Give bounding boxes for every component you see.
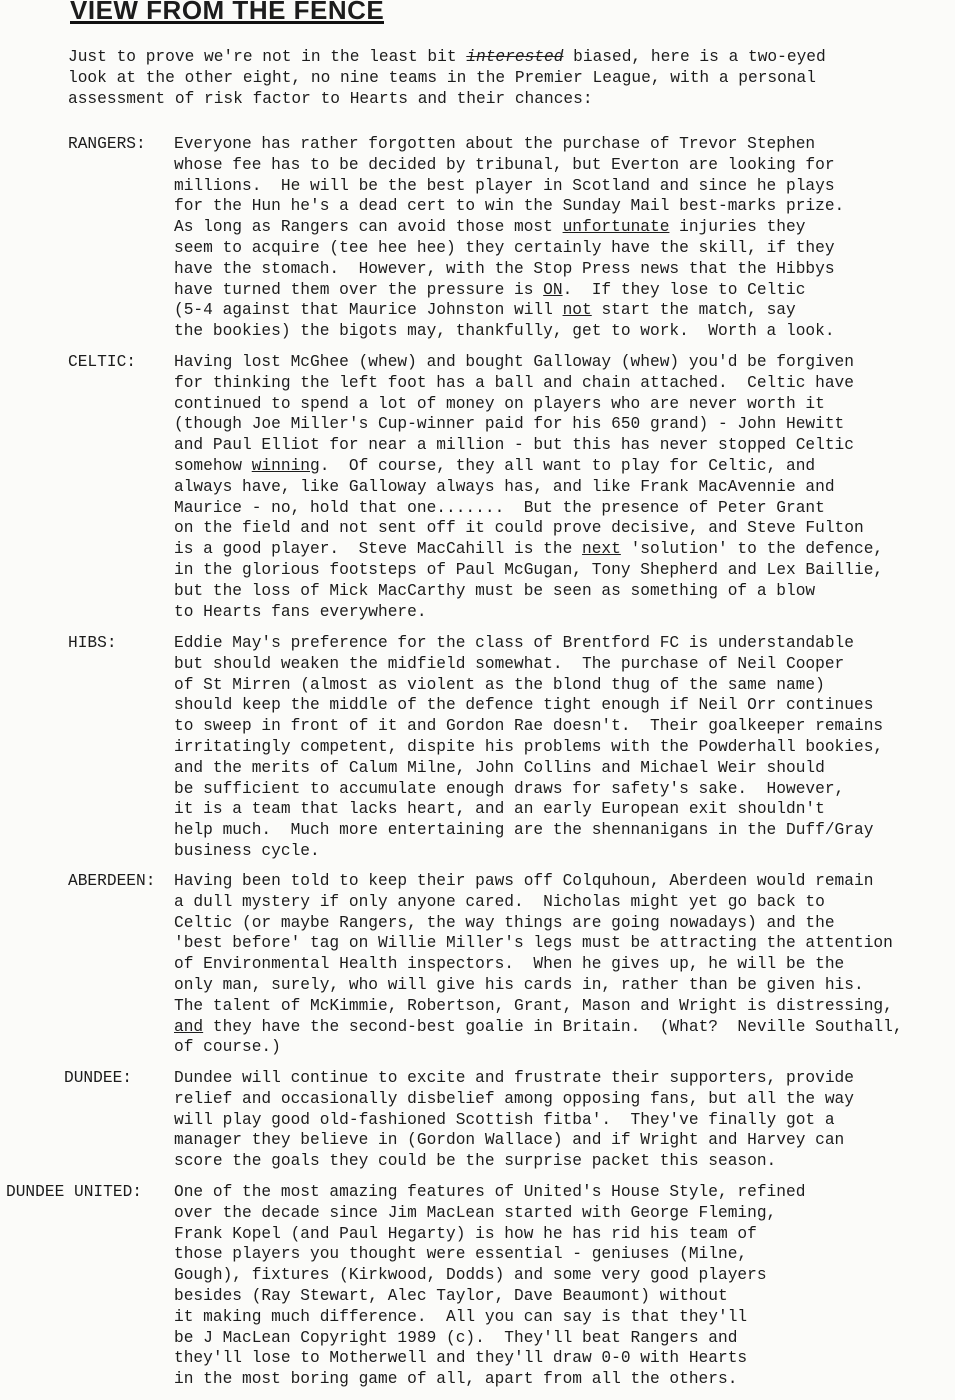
text-line: Frank Kopel (and Paul Hegarty) is how he has rid his team of [174,1224,757,1243]
team-assessment-aberdeen [174,871,903,1058]
team-label-aberdeen: ABERDEEN: [68,872,156,890]
team-label-dundee: DUNDEE: [64,1069,132,1087]
text-line: The talent of McKimmie, Robertson, Grant, Mason and Wright is distressing, [174,996,893,1015]
text-line: business cycle. [174,841,320,860]
text-line: (though Joe Miller's Cup-winner paid for his 650 grand) - John Hewitt [174,415,845,434]
text-line: for the Hun he's a dead cert to win the Sunday Mail best-marks prize. [174,197,845,216]
text-line: somehow winning. Of course, they all want to play for Celtic, and [174,456,816,475]
text-line: and they have the second-best goalie in Britain. (What? Neville Southall, [174,1017,903,1036]
text-line: only man, surely, who will give his cards in, rather than be given his. [174,975,864,994]
text-line: manager they believe in (Gordon Wallace) and if Wright and Harvey can [174,1131,845,1150]
text-line: Having lost McGhee (whew) and bought Galloway (whew) you'd be forgiven [174,353,854,371]
text-line: be sufficient to accumulate enough draws for safety's sake. However, [174,779,845,798]
intro-line-1a: Just to prove we're not in the least bit [68,48,467,66]
text-line: always have, like Galloway always has, and like Frank MacAvennie and [174,477,835,496]
text-line: of St Mirren (almost as violent as the blond thug of the same name) [174,675,825,694]
text-line: those players you thought were essential - geniuses (Milne, [174,1245,748,1264]
text-line: help much. Much more entertaining are the shennanigans in the Duff/Gray [174,821,874,840]
team-label-hibs: HIBS: [68,634,117,652]
intro-paragraph [68,47,928,110]
text-line: it is a team that lacks heart, and an early European exit shouldn't [174,800,825,819]
intro-line-3: assessment of risk factor to Hearts and their chances: [68,90,593,108]
text-line: Everyone has rather forgotten about the purchase of Trevor Stephen [174,135,816,153]
page-title: VIEW FROM THE FENCE [70,0,385,24]
text-line: Celtic (or maybe Rangers, the way things are going nowadays) and the [174,913,835,932]
text-line: over the decade since Jim MacLean started with George Fleming, [174,1203,777,1222]
text-line: it making much difference. All you can say is that they'll [174,1307,748,1326]
text-line: they'll lose to Motherwell and they'll draw 0-0 with Hearts [174,1349,748,1368]
text-line: relief and occasionally disbelief among opposing fans, but all the way [174,1089,854,1108]
text-line: on the field and not sent off it could prove decisive, and Steve Fulton [174,519,864,538]
text-line: irritatingly competent, dispite his problems with the Powderhall bookies, [174,737,884,756]
text-line: of course.) [174,1038,281,1057]
text-line: have turned them over the pressure is ON. If they lose to Celtic [174,280,806,299]
text-line: be J MacLean Copyright 1989 (c). They'll beat Rangers and [174,1328,738,1347]
text-line: a dull mystery if only anyone cared. Nicholas might yet go back to [174,892,825,911]
text-line: 'best before' tag on Willie Miller's legs must be attracting the attention [174,934,893,953]
text-line: whose fee has to be decided by tribunal, but Everton are looking for [174,155,835,174]
team-assessment-dundee-united [174,1182,805,1390]
text-line: for thinking the left foot has a ball and chain attached. Celtic have [174,373,854,392]
text-line: Maurice - no, hold that one....... But the presence of Peter Grant [174,498,825,517]
text-line: seem to acquire (tee hee hee) they certainly have the skill, if they [174,238,835,257]
text-line: Dundee will continue to excite and frustrate their supporters, provide [174,1069,854,1087]
text-line: Having been told to keep their paws off Colquhoun, Aberdeen would remain [174,872,874,890]
team-label-rangers: RANGERS: [68,135,146,153]
text-line: but the loss of Mick MacCarthy must be seen as something of a blow [174,581,816,600]
text-line: and the merits of Calum Milne, John Collins and Michael Weir should [174,758,825,777]
text-line: is a good player. Steve MacCahill is the next 'solution' to the defence, [174,540,884,559]
text-line: have the stomach. However, with the Stop Press news that the Hibbys [174,259,835,278]
text-line: As long as Rangers can avoid those most unfortunate injuries they [174,218,806,237]
team-assessment-dundee [174,1068,854,1172]
team-assessment-rangers [174,134,844,342]
text-line: score the goals they could be the surprise packet this season. [174,1152,777,1171]
text-line: in the most boring game of all, apart from all the others. [174,1370,738,1389]
text-line: of Environmental Health inspectors. When he gives up, he will be the [174,955,845,974]
text-line: in the glorious footsteps of Paul McGugan, Tony Shepherd and Lex Baillie, [174,560,884,579]
team-label-dundee-united: DUNDEE UNITED: [6,1183,142,1201]
intro-line-2: look at the other eight, no nine teams in the Premier League, with a personal [68,69,816,87]
text-line: One of the most amazing features of United's House Style, refined [174,1183,806,1201]
intro-struck-word: interested [466,48,564,66]
text-line: will play good old-fashioned Scottish fitba'. They've finally got a [174,1110,835,1129]
text-line: should keep the middle of the defence tight enough if Neil Orr continues [174,696,874,715]
text-line: the bookies) the bigots may, thankfully, get to work. Worth a look. [174,322,835,341]
text-line: Eddie May's preference for the class of Brentford FC is understandable [174,634,854,652]
text-line: to Hearts fans everywhere. [174,602,427,621]
text-line: Gough), fixtures (Kirkwood, Dodds) and some very good players [174,1266,767,1285]
text-line: continued to spend a lot of money on players who are never worth it [174,394,825,413]
text-line: (5-4 against that Maurice Johnston will not start the match, say [174,301,796,320]
team-assessment-celtic [174,352,883,622]
text-line: but should weaken the midfield somewhat. The purchase of Neil Cooper [174,654,845,673]
team-label-celtic: CELTIC: [68,353,136,371]
text-line: millions. He will be the best player in Scotland and since he plays [174,176,835,195]
text-line: besides (Ray Stewart, Alec Taylor, Dave Beaumont) without [174,1286,728,1305]
text-line: to sweep in front of it and Gordon Rae doesn't. Their goalkeeper remains [174,717,884,736]
text-line: and Paul Elliot for near a million - but this has never stopped Celtic [174,436,854,455]
intro-line-1b: biased, here is a two-eyed [563,48,826,66]
team-assessment-hibs [174,633,883,862]
